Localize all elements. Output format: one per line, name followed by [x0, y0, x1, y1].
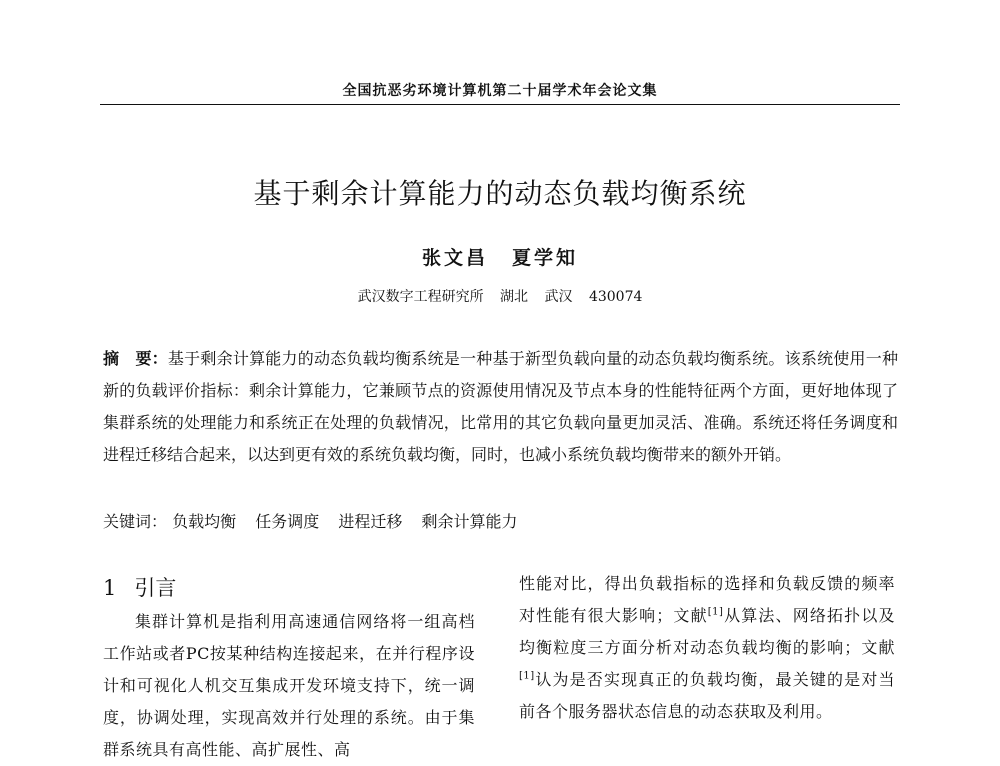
citation-ref: [1] [519, 670, 535, 682]
affiliation-postcode: 430074 [588, 289, 643, 305]
keywords-label: 关键词： [103, 512, 168, 531]
body-left-column: 集群计算机是指利用高速通信网络将一组高档工作站或者PC按某种结构连接起来，在并行程序设计和可视化人机交互集成开发环境支持下，统一调度，协调处理，实现高效并行处理的系统。由于集群系统具有高性能、高扩展性、高 [103, 612, 475, 759]
abstract-text: 基于剩余计算能力的动态负载均衡系统是一种基于新型负载向量的动态负载均衡系统。该系统使用一种新的负载评价指标：剩余计算能力，它兼顾节点的资源使用情况及节点本身的性能特征两个方面，更好地体现了集群系统的处理能力和系统正在处理的负载情况，比常用的其它负载向量更加灵活、准确。系统还将任务调度和进程迁移结合起来，以达到更有效的系统负载均衡，同时，也减小系统负载均衡带来的额外开销。 [103, 349, 898, 464]
section-number: 1 [103, 576, 117, 600]
abstract [103, 343, 898, 471]
section-title: 引言 [134, 576, 177, 600]
paper-title: 基于剩余计算能力的动态负载均衡系统 [253, 177, 747, 210]
affiliation [0, 286, 1000, 306]
body-right-text: 性能对比，得出负载指标的选择和负载反馈的频率对性能有很大影响；文献 [519, 574, 895, 625]
authors [0, 243, 1000, 270]
keyword: 任务调度 [255, 512, 320, 531]
affiliation-institute: 武汉数字工程研究所 [357, 289, 484, 305]
body-right-text: 认为是否实现真正的负载均衡，最关键的是对当前各个服务器状态信息的动态获取及利用。 [519, 670, 895, 721]
keywords [103, 506, 898, 538]
author-2: 夏学知 [512, 247, 579, 269]
keyword: 进程迁移 [338, 512, 403, 531]
running-head: 全国抗恶劣环境计算机第二十届学术年会论文集 [342, 83, 658, 99]
running-head-rule [100, 104, 900, 105]
body-right-column [519, 568, 895, 728]
author-1: 张文昌 [421, 247, 488, 269]
section-heading [103, 572, 176, 604]
keyword: 负载均衡 [172, 512, 237, 531]
body-right-text: 从算法、网络拓扑以及均衡粒度三方面分析对动态负载均衡的影响；文献 [519, 606, 895, 657]
affiliation-city: 武汉 [544, 289, 573, 305]
keyword: 剩余计算能力 [421, 512, 518, 531]
citation-ref: [1] [707, 606, 724, 618]
affiliation-province: 湖北 [500, 289, 529, 305]
abstract-label: 摘 要： [103, 349, 168, 368]
